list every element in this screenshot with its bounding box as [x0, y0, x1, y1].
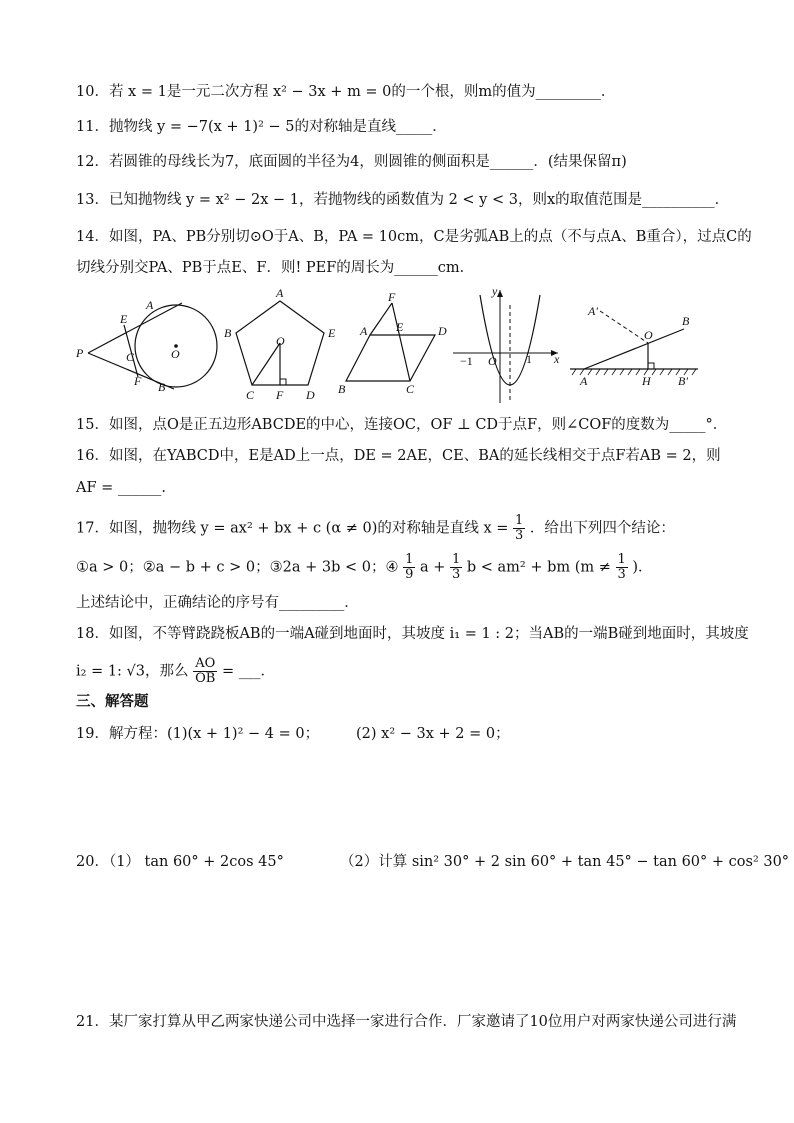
- question-20-part2: （2）计算 sin² 30° + 2 sin 60° + tan 45° − tan 60° + cos² 30°: [340, 854, 790, 870]
- label-A: A: [580, 374, 588, 388]
- q17-text-post: ．给出下列四个结论：: [529, 520, 675, 537]
- label-E: E: [120, 312, 128, 326]
- label-A-prime: A′: [588, 304, 598, 318]
- question-17-options: [76, 553, 653, 582]
- q18-text-post: = ___．: [221, 663, 275, 680]
- question-17-answer: 上述结论中，正确结论的序号有_________．: [76, 595, 359, 611]
- q17-text-pre: 17．如图，抛物线 y = ax² + bx + c (α ≠ 0)的对称轴是直线 x =: [76, 520, 509, 537]
- question-18-line1: 18．如图，不等臂跷跷板AB的一端A碰到地面时，其坡度 i₁ = 1 : 2；当AB的一端B碰到地面时，其坡度: [76, 626, 749, 642]
- q17-opt4-mid2: b < am² + bm (m ≠: [466, 559, 611, 576]
- question-10: 10．若 x = 1是一元二次方程 x² − 3x + m = 0的一个根，则m的值为_________．: [76, 84, 616, 100]
- label-D: D: [438, 324, 447, 338]
- figure-pentagon: [224, 286, 336, 402]
- label-C: C: [246, 388, 255, 402]
- question-19-part1: 19．解方程：(1)(x + 1)² − 4 = 0；: [76, 726, 320, 742]
- q17-fraction: $\frac{1}{3}$: [515, 513, 524, 543]
- label-y: y: [492, 285, 498, 298]
- label-B: B: [338, 382, 346, 396]
- label-O: O: [488, 354, 497, 368]
- question-14-line2: 切线分别交PA、PB于点E、F．则! PEF的周长为______cm．: [76, 260, 475, 276]
- figure-parabola: [453, 285, 560, 403]
- q18-fraction: $\frac{AO}{OB}$: [195, 656, 216, 686]
- question-20-part1: 20．（1） tan 60° + 2cos 45°: [76, 854, 284, 870]
- label-E: E: [396, 320, 404, 334]
- question-17-line1: [76, 514, 675, 543]
- question-18-line2: [76, 657, 275, 686]
- section-heading-3: 三、解答题: [76, 693, 149, 710]
- label-H: H: [642, 374, 651, 388]
- label-neg1: −1: [460, 354, 473, 368]
- label-F: F: [388, 290, 396, 304]
- label-P: P: [76, 346, 84, 360]
- figures-row: [70, 285, 730, 413]
- question-14-line1: 14．如图，PA、PB分别切⊙O于A、B，PA = 10cm，C是劣弧AB上的点（不与点A、B重合），过点C的: [76, 229, 752, 245]
- question-16-line1: 16．如图，在YABCD中，E是AD上一点，DE = 2AE，CE、BA的延长线相交于点F若AB = 2，则: [76, 448, 721, 464]
- q17-opt4-frac1: $\frac{1}{9}$: [405, 552, 414, 582]
- label-O: O: [644, 328, 653, 342]
- q17-options-text: ①a > 0；②a − b + c > 0；③2a + 3b < 0；④: [76, 559, 399, 576]
- q17-opt4-frac2: $\frac{1}{3}$: [451, 552, 461, 582]
- question-19-part2: (2) x² − 3x + 2 = 0；: [356, 726, 510, 742]
- label-O: O: [171, 347, 180, 361]
- question-15: 15．如图，点O是正五边形ABCDE的中心，连接OC，OF ⊥ CD于点F，则∠COF的度数为_____°．: [76, 417, 728, 433]
- label-1: 1: [526, 352, 532, 366]
- q18-text-pre: i₂ = 1: √3，那么: [76, 663, 189, 680]
- label-A: A: [360, 324, 368, 338]
- q17-opt4-end: )．: [632, 559, 653, 576]
- question-21: 21．某厂家打算从甲乙两家快递公司中选择一家进行合作．厂家邀请了10位用户对两家快递公司进行满: [76, 1014, 737, 1030]
- figure-tangent-circle: [75, 298, 217, 394]
- question-13: 13．已知抛物线 y = x² − 2x − 1，若抛物线的函数值为 2 < y < 3，则x的取值范围是__________．: [76, 192, 730, 208]
- q17-opt4-frac3: $\frac{1}{3}$: [617, 552, 626, 582]
- label-C: C: [406, 382, 415, 396]
- label-C: C: [126, 350, 135, 364]
- label-B: B: [158, 380, 166, 394]
- label-D: D: [306, 388, 315, 402]
- figure-parallelogram: [338, 290, 447, 396]
- label-A: A: [146, 298, 154, 312]
- question-12: 12．若圆锥的母线长为7，底面圆的半径为4，则圆锥的侧面积是______．(结果保留π): [76, 154, 627, 170]
- label-B-prime: B′: [678, 374, 688, 388]
- question-11: 11．抛物线 y = −7(x + 1)² − 5的对称轴是直线_____．: [76, 119, 447, 135]
- label-B: B: [682, 314, 690, 328]
- label-B: B: [224, 326, 232, 340]
- figure-seesaw: [570, 304, 698, 388]
- label-F: F: [134, 374, 142, 388]
- label-A: A: [276, 286, 284, 300]
- q17-opt4-mid: a +: [419, 559, 446, 576]
- label-O: O: [276, 334, 285, 348]
- label-E: E: [328, 326, 336, 340]
- question-16-line2: AF = ______.: [76, 480, 167, 496]
- label-x: x: [554, 352, 560, 366]
- label-F: F: [276, 388, 284, 402]
